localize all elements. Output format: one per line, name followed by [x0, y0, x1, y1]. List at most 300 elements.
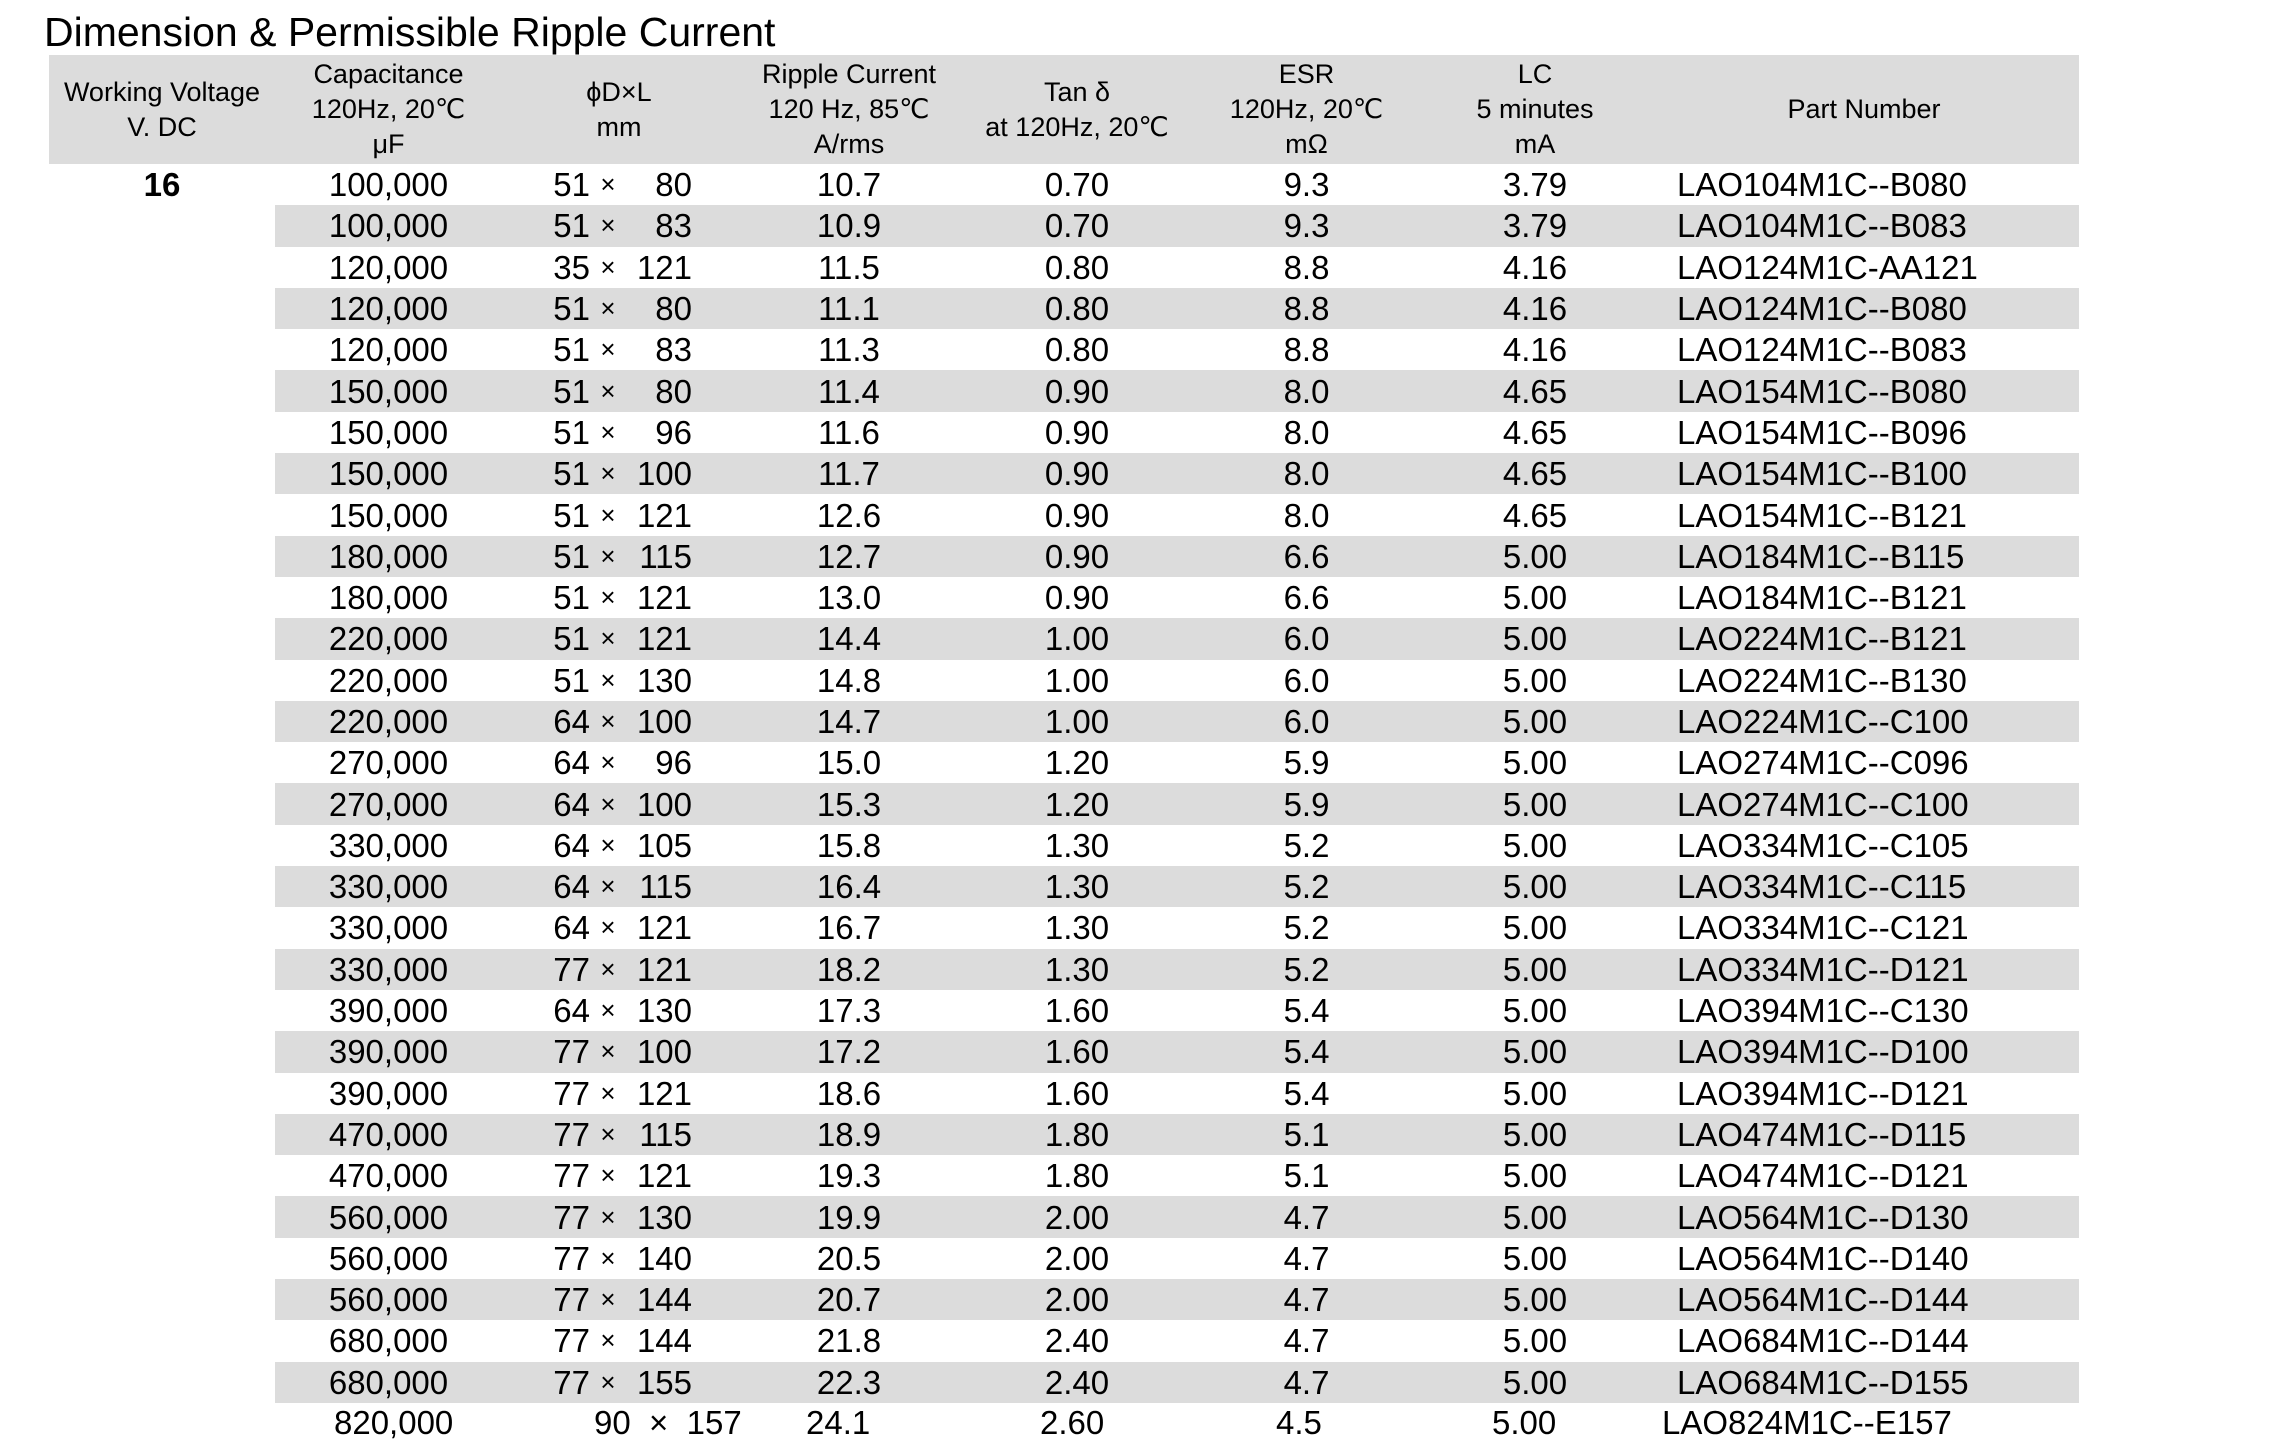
- dimension-diameter: 77: [553, 950, 590, 988]
- times-sign: ×: [600, 829, 616, 860]
- table-row: [49, 742, 2079, 783]
- esr-cell: 4.7: [1192, 1362, 1421, 1403]
- dimension-diameter: 64: [553, 744, 590, 782]
- tan-delta-cell: 0.80: [1044, 331, 1110, 369]
- times-sign: ×: [600, 871, 616, 902]
- dimension-cell: [502, 577, 736, 618]
- tan-delta-cell: 1.30: [1044, 826, 1110, 864]
- dimension-length: 105: [636, 826, 692, 864]
- dimension-cell: [502, 453, 736, 494]
- ripple-current-cell: 19.3: [816, 1157, 882, 1195]
- dimension-cell: [502, 247, 736, 288]
- tan-delta-cell: 1.60: [1044, 1074, 1110, 1112]
- dimension-cell: [502, 742, 736, 783]
- part-number-cell: LAO334M1C--D121: [1649, 949, 2079, 990]
- ripple-current-cell: 20.7: [736, 1279, 962, 1320]
- tan-delta-cell: 2.40: [1044, 1322, 1110, 1360]
- table-row: [49, 1073, 2079, 1114]
- capacitance-cell: 150,000: [328, 496, 449, 534]
- times-sign: ×: [600, 458, 616, 489]
- dimension-cell: [502, 618, 736, 659]
- leakage-current-cell: 5.00: [1421, 866, 1649, 907]
- esr-cell: 5.1: [1283, 1157, 1330, 1195]
- spec-table: [49, 55, 2079, 1403]
- dimension-diameter: 51: [553, 579, 590, 617]
- dimension-cell: [502, 1031, 736, 1072]
- dimension-length: 115: [639, 868, 692, 906]
- tan-delta-cell: 2.00: [962, 1279, 1192, 1320]
- leakage-current-cell: 4.65: [1502, 413, 1568, 451]
- ripple-current-cell: 11.5: [818, 248, 880, 286]
- dimension-diameter: 51: [553, 537, 590, 575]
- dimension-diameter: 64: [553, 909, 590, 947]
- dimension-cell: [502, 1279, 736, 1320]
- ripple-current-cell: 18.6: [816, 1074, 882, 1112]
- dimension-cell: [502, 494, 736, 535]
- dimension-diameter: 51: [553, 496, 590, 534]
- tan-delta-cell: 1.60: [1044, 992, 1110, 1030]
- ripple-current-cell: 17.3: [816, 992, 882, 1030]
- dimension-cell: [502, 701, 736, 742]
- times-sign: ×: [600, 706, 616, 736]
- capacitance-cell: 330,000: [275, 949, 502, 990]
- dimension-length: 96: [655, 744, 692, 782]
- leakage-current-cell: 5.00: [1502, 1322, 1568, 1360]
- capacitance-cell: 470,000: [275, 1114, 502, 1155]
- leakage-current-cell: 5.00: [1502, 992, 1568, 1030]
- capacitance-cell: 330,000: [328, 826, 449, 864]
- capacitance-cell: 330,000: [328, 909, 449, 947]
- esr-cell: 6.6: [1192, 536, 1421, 577]
- capacitance-cell: 390,000: [328, 1074, 449, 1112]
- table-row: [49, 205, 2079, 246]
- times-sign: ×: [600, 1284, 616, 1315]
- tan-delta-cell: 0.90: [962, 453, 1192, 494]
- esr-cell: 8.8: [1283, 248, 1330, 286]
- ripple-current-cell: 14.8: [816, 661, 882, 699]
- table-row: [49, 536, 2079, 577]
- esr-cell: 8.0: [1192, 370, 1421, 411]
- dimension-diameter: 64: [553, 785, 590, 823]
- dimension-cell: [502, 825, 736, 866]
- ripple-current-cell: 10.7: [816, 166, 882, 204]
- times-sign: ×: [600, 1242, 616, 1273]
- table-row: [49, 825, 2079, 866]
- times-sign: ×: [600, 499, 616, 530]
- dimension-length: 140: [636, 1239, 692, 1277]
- part-number-cell: LAO394M1C--D100: [1649, 1031, 2079, 1072]
- table-row: [49, 907, 2079, 948]
- leakage-current-cell: 3.79: [1502, 166, 1568, 204]
- part-number-cell: LAO394M1C--C130: [1677, 992, 1969, 1030]
- dimension-cell: [502, 329, 736, 370]
- tan-delta-cell: 0.80: [1044, 248, 1110, 286]
- part-number-cell: LAO124M1C--B080: [1649, 288, 2079, 329]
- esr-cell: 8.0: [1192, 453, 1421, 494]
- times-sign: ×: [600, 664, 616, 695]
- times-sign: ×: [600, 747, 616, 778]
- dimension-cell: [502, 1073, 736, 1114]
- times-sign: ×: [600, 416, 616, 447]
- leakage-current-cell: 4.16: [1502, 331, 1568, 369]
- leakage-current-cell: 5.00: [1502, 1157, 1568, 1195]
- tan-delta-cell: 0.90: [962, 370, 1192, 411]
- leakage-current-cell: 5.00: [1421, 1031, 1649, 1072]
- ripple-current-cell: 11.4: [736, 370, 962, 411]
- capacitance-cell: 220,000: [328, 661, 449, 699]
- dimension-diameter: 51: [553, 290, 590, 328]
- tan-delta-cell: 2.00: [1044, 1239, 1110, 1277]
- leakage-current-cell: 4.65: [1421, 370, 1649, 411]
- ripple-current-cell: 16.4: [736, 866, 962, 907]
- dimension-length: 80: [655, 290, 692, 328]
- dimension-diameter: 35: [553, 248, 590, 286]
- dimension-diameter: 64: [553, 868, 590, 906]
- part-number-cell: LAO564M1C--D144: [1649, 1279, 2079, 1320]
- esr-cell: 9.3: [1283, 166, 1330, 204]
- part-number-cell: LAO124M1C-AA121: [1677, 248, 1978, 286]
- table-row: [49, 288, 2079, 329]
- times-sign: ×: [600, 540, 616, 571]
- table-row: [49, 247, 2079, 288]
- table-row: [49, 453, 2079, 494]
- dimension-length: 130: [636, 992, 692, 1030]
- part-number-cell: LAO154M1C--B080: [1649, 370, 2079, 411]
- dimension-cell: [502, 288, 736, 329]
- capacitance-cell: 100,000: [328, 166, 449, 204]
- dimension-cell: [502, 907, 736, 948]
- esr-cell: 9.3: [1192, 205, 1421, 246]
- esr-cell: 8.8: [1192, 288, 1421, 329]
- tan-delta-cell: 0.90: [1044, 579, 1110, 617]
- tan-delta-cell: 0.90: [962, 536, 1192, 577]
- leakage-current-cell: 5.00: [1502, 1074, 1568, 1112]
- dimension-cell: [502, 205, 736, 246]
- esr-cell: 6.0: [1283, 661, 1330, 699]
- dimension-diameter: 77: [553, 1033, 590, 1071]
- dimension-diameter: 77: [553, 1322, 590, 1360]
- esr-cell: 4.7: [1283, 1322, 1330, 1360]
- table-row: [49, 1320, 2079, 1361]
- capacitance-cell: 470,000: [328, 1157, 449, 1195]
- times-sign: ×: [600, 1118, 616, 1149]
- ripple-current-cell: 14.7: [736, 701, 962, 742]
- capacitance-cell: 330,000: [275, 866, 502, 907]
- capacitance-cell: 270,000: [275, 783, 502, 824]
- table-row: [49, 494, 2079, 535]
- times-sign: ×: [600, 334, 616, 365]
- times-sign: ×: [600, 293, 616, 324]
- dimension-length: 100: [636, 785, 692, 823]
- esr-cell: 5.2: [1192, 866, 1421, 907]
- dimension-length: 155: [636, 1363, 692, 1401]
- tan-delta-cell: 1.00: [962, 701, 1192, 742]
- times-sign: ×: [600, 788, 616, 819]
- dimension-cell: [502, 1362, 736, 1403]
- leakage-current-cell: 5.00: [1421, 701, 1649, 742]
- dimension-cell: [502, 536, 736, 577]
- tan-delta-cell: 2.40: [962, 1362, 1192, 1403]
- capacitance-cell: 390,000: [328, 992, 449, 1030]
- esr-cell: 4.7: [1192, 1279, 1421, 1320]
- dimension-diameter: 64: [553, 826, 590, 864]
- times-sign: ×: [600, 1077, 616, 1108]
- dimension-cell: [502, 783, 736, 824]
- dimension-cell: [502, 412, 736, 453]
- ripple-current-cell: 15.8: [816, 826, 882, 864]
- dimension-length: 115: [639, 537, 692, 575]
- tan-delta-cell: 0.90: [1044, 413, 1110, 451]
- table-row: [49, 370, 2079, 411]
- part-number-cell: LAO474M1C--D121: [1677, 1157, 1969, 1195]
- dimension-diameter: 77: [553, 1239, 590, 1277]
- ripple-current-cell: 19.9: [736, 1196, 962, 1237]
- header-part-number: Part Number: [1649, 55, 2079, 164]
- capacitance-cell: 180,000: [328, 579, 449, 617]
- dimension-cell: [502, 1238, 736, 1279]
- page-title: Dimension & Permissible Ripple Current: [44, 9, 776, 55]
- dimension-length: 121: [636, 1074, 692, 1112]
- dimension-cell: [502, 1320, 736, 1361]
- times-sign: ×: [600, 375, 616, 406]
- table-row: [49, 701, 2079, 742]
- esr-cell: 5.4: [1192, 1031, 1421, 1072]
- table-row: [49, 1114, 2079, 1155]
- header-voltage: Working Voltage V. DC: [49, 55, 275, 164]
- capacitance-cell: 120,000: [275, 288, 502, 329]
- part-number-cell: LAO274M1C--C096: [1677, 744, 1969, 782]
- leakage-current-cell: 5.00: [1502, 744, 1568, 782]
- esr-cell: 6.0: [1192, 701, 1421, 742]
- part-number-cell: LAO224M1C--C100: [1649, 701, 2079, 742]
- times-sign: ×: [600, 995, 616, 1026]
- ripple-current-cell: 15.3: [736, 783, 962, 824]
- part-number-cell: LAO334M1C--C115: [1649, 866, 2079, 907]
- dimension-length: 121: [636, 1157, 692, 1195]
- capacitance-cell: 220,000: [275, 701, 502, 742]
- esr-cell: 5.9: [1192, 783, 1421, 824]
- times-sign: ×: [600, 1160, 616, 1191]
- dimension-length: 100: [636, 1033, 692, 1071]
- table-row: [49, 1196, 2079, 1237]
- ripple-current-cell: 12.7: [736, 536, 962, 577]
- tan-delta-cell: 1.20: [962, 783, 1192, 824]
- dimension-length: 121: [636, 950, 692, 988]
- table-row: [49, 412, 2079, 453]
- leakage-current-cell: 5.00: [1502, 826, 1568, 864]
- esr-cell: 4.7: [1283, 1239, 1330, 1277]
- dimension-diameter: 51: [553, 620, 590, 658]
- leakage-current-cell: 4.65: [1421, 453, 1649, 494]
- leakage-current-cell: 5.00: [1421, 1362, 1649, 1403]
- part-number-cell: LAO104M1C--B080: [1677, 166, 1967, 204]
- esr-cell: 5.1: [1192, 1114, 1421, 1155]
- ripple-current-cell: 18.9: [736, 1114, 962, 1155]
- leakage-current-cell: 5.00: [1421, 1279, 1649, 1320]
- ripple-current-cell: 11.3: [818, 331, 880, 369]
- dimension-length: 121: [636, 909, 692, 947]
- tan-delta-cell: 1.00: [962, 618, 1192, 659]
- voltage-cell: 16: [49, 164, 275, 1403]
- capacitance-cell: 560,000: [275, 1279, 502, 1320]
- dimension-length: 83: [655, 331, 692, 369]
- dimension-length: 130: [636, 1198, 692, 1236]
- part-number-cell: LAO684M1C--D144: [1677, 1322, 1969, 1360]
- capacitance-cell: 270,000: [328, 744, 449, 782]
- part-number-cell: LAO184M1C--B121: [1677, 579, 1967, 617]
- esr-cell: 8.0: [1283, 496, 1330, 534]
- dimension-length: 121: [636, 620, 692, 658]
- esr-cell: 5.2: [1283, 909, 1330, 947]
- dimension-cell: [502, 866, 736, 907]
- table-row: [49, 618, 2079, 659]
- dimension-diameter: 64: [553, 992, 590, 1030]
- dimension-cell: [502, 1155, 736, 1196]
- tan-delta-cell: 0.80: [962, 288, 1192, 329]
- capacitance-cell: 390,000: [275, 1031, 502, 1072]
- dimension-length: 80: [655, 166, 692, 204]
- ripple-current-cell: 15.0: [816, 744, 882, 782]
- times-sign: ×: [600, 1325, 616, 1356]
- dimension-length: 144: [636, 1281, 692, 1319]
- leakage-current-cell: 4.16: [1502, 248, 1568, 286]
- header-ripple-current: Ripple Current 120 Hz, 85℃ A/rms: [736, 55, 962, 164]
- esr-cell: 6.6: [1283, 579, 1330, 617]
- header-row: [49, 55, 2079, 164]
- table-row: [49, 783, 2079, 824]
- times-sign: ×: [600, 210, 616, 241]
- clipped-next-row: 820,000 90 × 157 24.1 2.60 4.5 5.00 LAO824M1C--E157: [334, 1404, 1952, 1441]
- esr-cell: 8.8: [1283, 331, 1330, 369]
- dimension-diameter: 64: [553, 703, 590, 740]
- part-number-cell: LAO154M1C--B100: [1649, 453, 2079, 494]
- tan-delta-cell: 0.90: [1044, 496, 1110, 534]
- part-number-cell: LAO564M1C--D130: [1649, 1196, 2079, 1237]
- ripple-current-cell: 22.3: [736, 1362, 962, 1403]
- capacitance-cell: 680,000: [328, 1322, 449, 1360]
- part-number-cell: LAO154M1C--B121: [1677, 496, 1967, 534]
- table-row: [49, 1155, 2079, 1196]
- leakage-current-cell: 5.00: [1421, 783, 1649, 824]
- leakage-current-cell: 5.00: [1502, 579, 1568, 617]
- capacitance-cell: 220,000: [275, 618, 502, 659]
- ripple-current-cell: 10.9: [736, 205, 962, 246]
- ripple-current-cell: 11.1: [736, 288, 962, 329]
- tan-delta-cell: 1.60: [962, 1031, 1192, 1072]
- dimension-diameter: 77: [553, 1115, 590, 1153]
- ripple-current-cell: 20.5: [816, 1239, 882, 1277]
- capacitance-cell: 150,000: [275, 370, 502, 411]
- esr-cell: 5.4: [1283, 1074, 1330, 1112]
- dimension-length: 144: [636, 1322, 692, 1360]
- leakage-current-cell: 3.79: [1421, 205, 1649, 246]
- dimension-length: 115: [639, 1115, 692, 1153]
- capacitance-cell: 680,000: [275, 1362, 502, 1403]
- table-row: [49, 1362, 2079, 1403]
- part-number-cell: LAO564M1C--D140: [1677, 1239, 1969, 1277]
- dimension-diameter: 51: [553, 166, 590, 204]
- header-tan-delta: Tan δ at 120Hz, 20℃: [962, 55, 1192, 164]
- tan-delta-cell: 1.80: [962, 1114, 1192, 1155]
- times-sign: ×: [600, 582, 616, 613]
- header-dimension: ϕD×L mm: [502, 55, 736, 164]
- leakage-current-cell: 5.00: [1502, 909, 1568, 947]
- dimension-diameter: 77: [553, 1198, 590, 1236]
- part-number-cell: LAO334M1C--C121: [1677, 909, 1969, 947]
- tan-delta-cell: 0.70: [962, 205, 1192, 246]
- leakage-current-cell: 5.00: [1421, 536, 1649, 577]
- dimension-diameter: 51: [553, 372, 590, 410]
- ripple-current-cell: 11.7: [736, 453, 962, 494]
- dimension-cell: [502, 949, 736, 990]
- ripple-current-cell: 18.2: [736, 949, 962, 990]
- times-sign: ×: [600, 1036, 616, 1067]
- capacitance-cell: 120,000: [328, 248, 449, 286]
- tan-delta-cell: 0.70: [1044, 166, 1110, 204]
- leakage-current-cell: 4.65: [1502, 496, 1568, 534]
- table-row: [49, 164, 2079, 205]
- leakage-current-cell: 5.00: [1421, 1196, 1649, 1237]
- dimension-length: 121: [636, 248, 692, 286]
- dimension-diameter: 51: [553, 331, 590, 369]
- part-number-cell: LAO184M1C--B115: [1649, 536, 2079, 577]
- part-number-cell: LAO224M1C--B121: [1649, 618, 2079, 659]
- ripple-current-cell: 12.6: [816, 496, 882, 534]
- esr-cell: 5.4: [1283, 992, 1330, 1030]
- capacitance-cell: 560,000: [328, 1239, 449, 1277]
- dimension-cell: [502, 370, 736, 411]
- leakage-current-cell: 5.00: [1502, 1239, 1568, 1277]
- tan-delta-cell: 1.00: [1044, 661, 1110, 699]
- leakage-current-cell: 5.00: [1502, 661, 1568, 699]
- esr-cell: 5.2: [1283, 826, 1330, 864]
- part-number-cell: LAO224M1C--B130: [1677, 661, 1967, 699]
- ripple-current-cell: 11.6: [818, 413, 880, 451]
- times-sign: ×: [600, 1366, 616, 1397]
- part-number-cell: LAO474M1C--D115: [1649, 1114, 2079, 1155]
- part-number-cell: LAO124M1C--B083: [1677, 331, 1967, 369]
- tan-delta-cell: 1.20: [1044, 744, 1110, 782]
- leakage-current-cell: 4.16: [1421, 288, 1649, 329]
- table-row: [49, 949, 2079, 990]
- table-row: [49, 1031, 2079, 1072]
- dimension-diameter: 51: [553, 207, 590, 245]
- table-row: [49, 577, 2079, 618]
- part-number-cell: LAO104M1C--B083: [1649, 205, 2079, 246]
- ripple-current-cell: 13.0: [816, 579, 882, 617]
- dimension-diameter: 77: [553, 1157, 590, 1195]
- dimension-length: 100: [636, 703, 692, 740]
- dimension-diameter: 77: [553, 1074, 590, 1112]
- tan-delta-cell: 1.30: [962, 949, 1192, 990]
- dimension-diameter: 77: [553, 1363, 590, 1401]
- header-capacitance: Capacitance 120Hz, 20℃ μF: [275, 55, 502, 164]
- times-sign: ×: [600, 251, 616, 282]
- dimension-diameter: 51: [553, 661, 590, 699]
- esr-cell: 5.2: [1192, 949, 1421, 990]
- dimension-length: 121: [636, 579, 692, 617]
- times-sign: ×: [600, 912, 616, 943]
- capacitance-cell: 100,000: [275, 205, 502, 246]
- header-esr: ESR 120Hz, 20℃ mΩ: [1192, 55, 1421, 164]
- tan-delta-cell: 2.00: [962, 1196, 1192, 1237]
- dimension-length: 130: [636, 661, 692, 699]
- dimension-cell: [502, 660, 736, 701]
- capacitance-cell: 120,000: [328, 331, 449, 369]
- part-number-cell: LAO334M1C--C105: [1677, 826, 1969, 864]
- header-leakage-current: LC 5 minutes mA: [1421, 55, 1649, 164]
- times-sign: ×: [600, 623, 616, 654]
